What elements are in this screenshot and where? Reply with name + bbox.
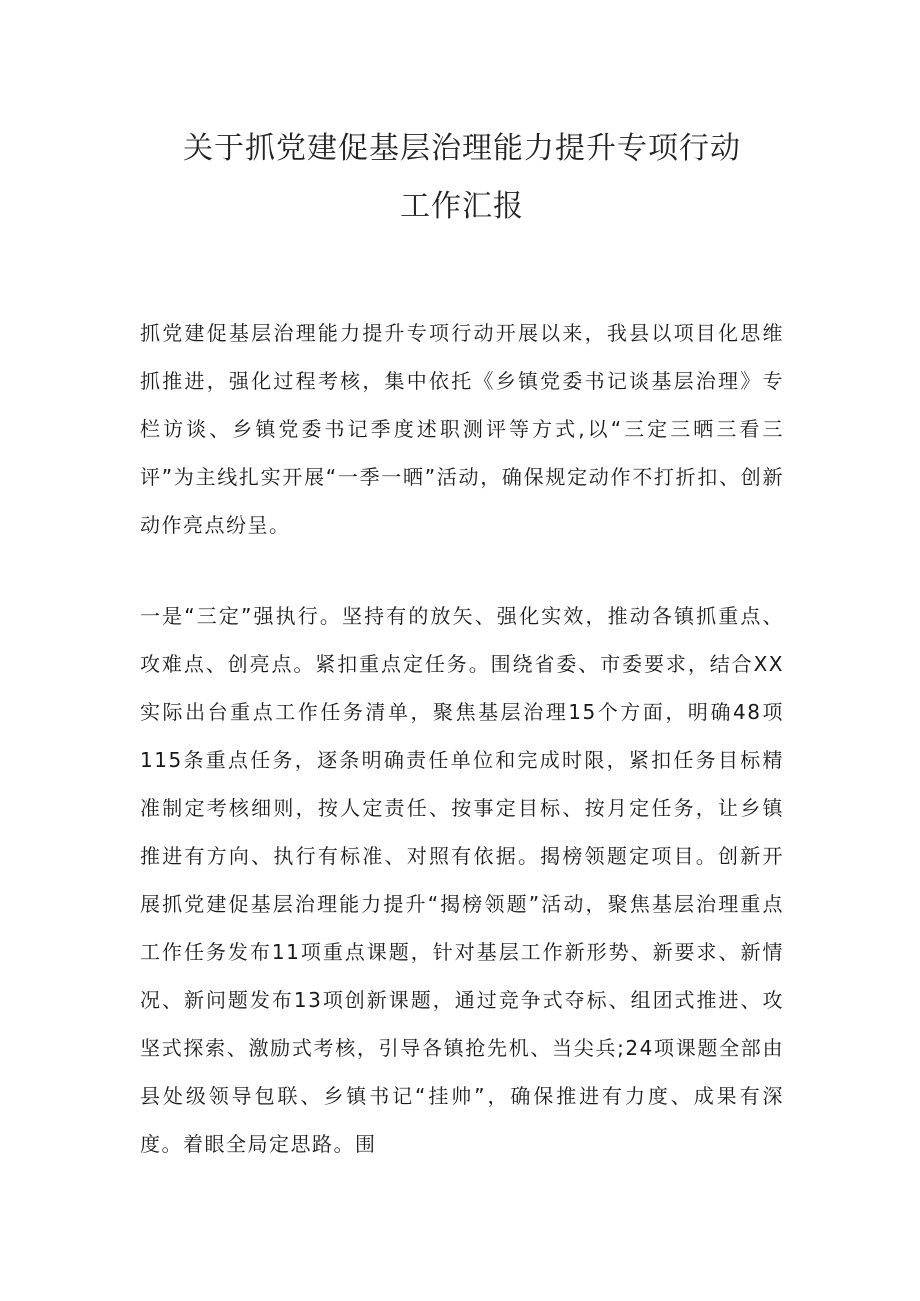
document-title: [140, 120, 784, 236]
paragraph-intro: 抓党建促基层治理能力提升专项行动开展以来，我县以项目化思维抓推进，强化过程考核，集中依托《乡镇党委书记谈基层治理》专栏访谈、乡镇党委书记季度述职测评等方式,以“三定三晒三看三评”为主线扎实开展“一季一晒”活动，确保规定动作不打折扣、创新动作亮点纷呈。: [140, 321, 784, 537]
paragraph-three-ding: 一是“三定”强执行。坚持有的放矢、强化实效，推动各镇抓重点、攻难点、创亮点。紧扣重点定任务。围绕省委、市委要求，结合XX实际出台重点工作任务清单，聚焦基层治理15个方面，明确48项115条重点任务，逐条明确责任单位和完成时限，紧扣任务目标精准制定考核细则，按人定责任、按事定目标、按月定任务，让乡镇推进有方向、执行有标准、对照有依据。揭榜领题定项目。创新开展抓党建促基层治理能力提升“揭榜领题”活动，聚焦基层治理重点工作任务发布11项重点课题，针对基层工作新形势、新要求、新情况、新问题发布13项创新课题，通过竞争式夺标、组团式推进、攻坚式探索、激励式考核，引导各镇抢先机、当尖兵;24项课题全部由县处级领导包联、乡镇书记“挂帅”，确保推进有力度、成果有深度。着眼全局定思路。围: [140, 604, 784, 1156]
title-line-2: 工作汇报: [400, 189, 524, 224]
title-line-1: 关于抓党建促基层治理能力提升专项行动: [183, 131, 741, 166]
